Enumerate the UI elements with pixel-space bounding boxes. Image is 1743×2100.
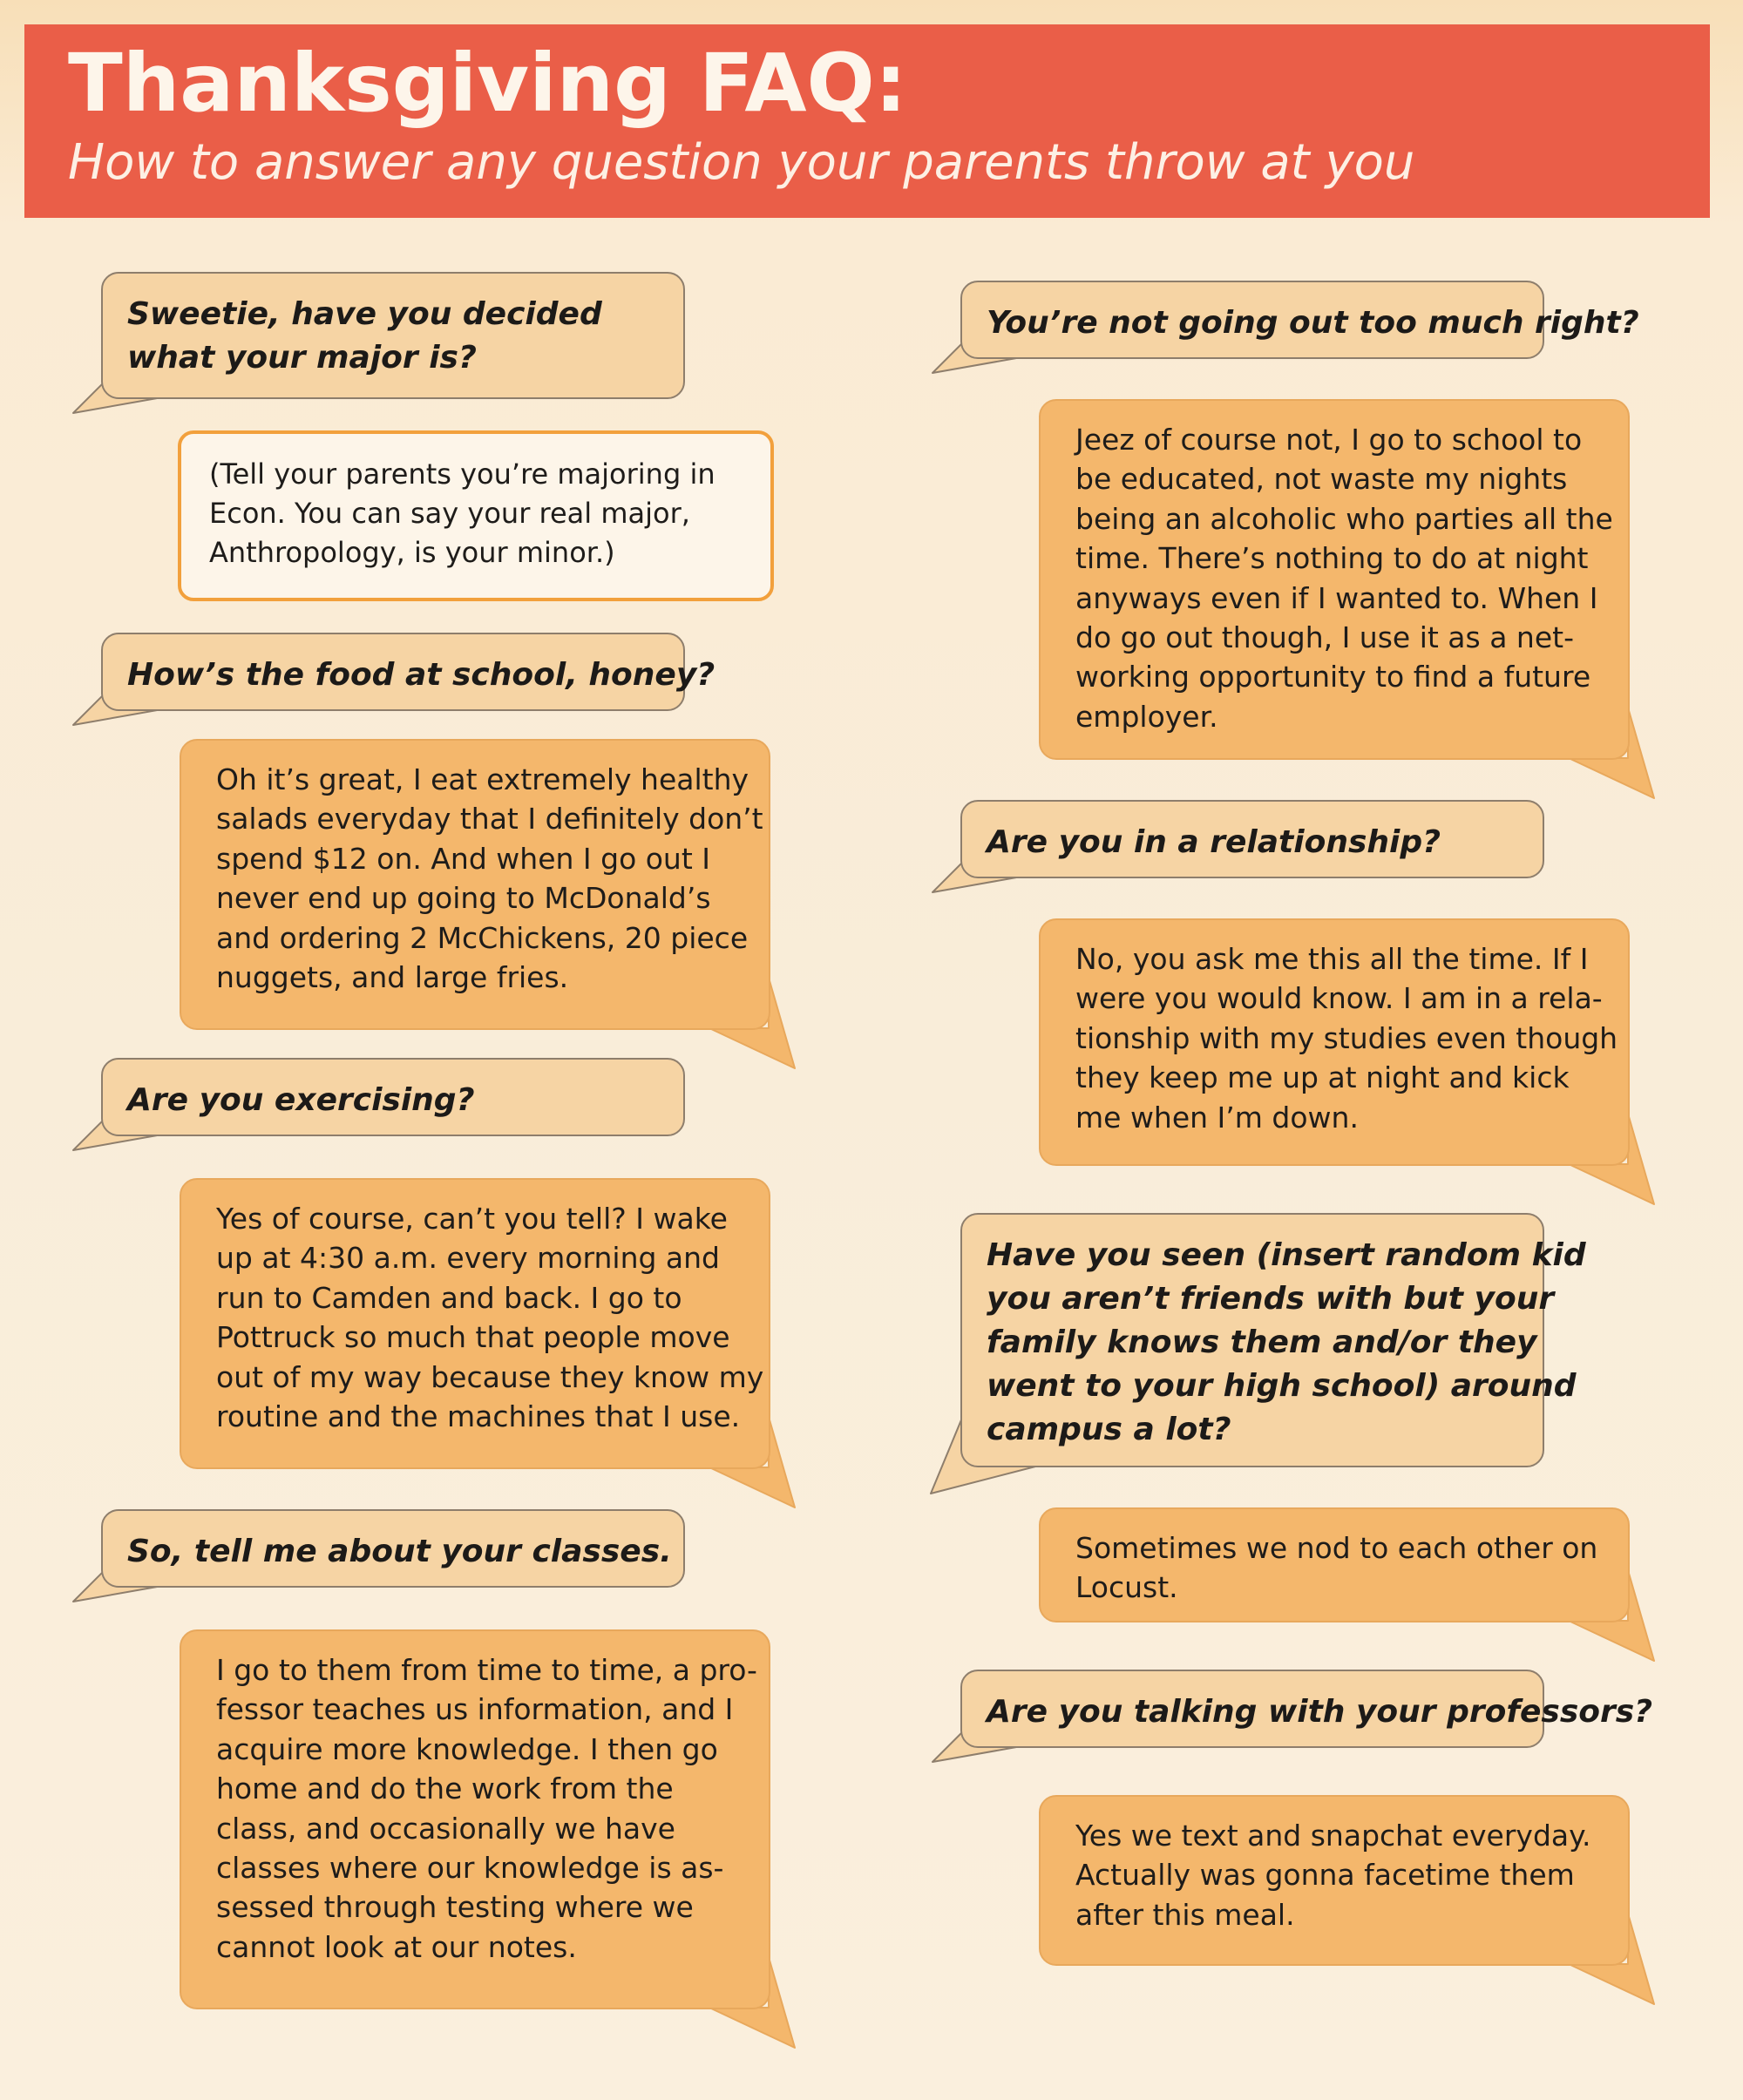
- text-line: spend $12 on. And when I go out I: [216, 841, 711, 876]
- answer-bubble-exercise: [180, 1178, 770, 1469]
- bubble-body: [101, 633, 716, 711]
- question-bubble-major: [101, 272, 685, 399]
- bubble-text: [209, 455, 741, 572]
- bubble-body: [1039, 918, 1630, 1166]
- text-line: being an alcoholic who parties all the: [1075, 501, 1613, 536]
- text-line: classes where our knowledge is as-: [216, 1851, 724, 1886]
- question-bubble-classes: [101, 1509, 685, 1588]
- text-line: How’s the food at school, honey?: [127, 657, 716, 693]
- text-line: Are you in a relationship?: [987, 824, 1441, 860]
- text-line: So, tell me about your classes.: [127, 1534, 672, 1569]
- bubble-body: [960, 281, 1639, 359]
- bubble-text: [987, 1690, 1653, 1734]
- header-banner: [24, 24, 1710, 218]
- page-title: Thanksgiving FAQ:: [68, 37, 907, 130]
- bubble-text: [127, 654, 716, 697]
- text-line: sessed through testing where we: [216, 1890, 694, 1925]
- text-line: after this meal.: [1075, 1897, 1295, 1932]
- text-line: up at 4:30 a.m. every morning and: [216, 1241, 720, 1276]
- text-line: salads everyday that I definitely don’t: [216, 802, 763, 837]
- bubble-text: [127, 1530, 672, 1574]
- text-line: routine and the machines that I use.: [216, 1399, 741, 1434]
- answer-bubble-going-out: [1039, 399, 1630, 760]
- text-line: No, you ask me this all the time. If I: [1075, 942, 1589, 976]
- text-line: employer.: [1075, 699, 1218, 734]
- bubble-text: [127, 1079, 659, 1122]
- text-line: (Tell your parents you’re majoring in: [209, 457, 716, 491]
- bubble-text: [127, 293, 659, 380]
- question-bubble-relationship: [960, 800, 1544, 878]
- text-line: cannot look at our notes.: [216, 1929, 577, 1964]
- text-line: I go to them from time to time, a pro-: [216, 1653, 757, 1687]
- text-line: Sweetie, have you decided: [127, 296, 602, 332]
- text-line: be educated, not waste my nights: [1075, 462, 1568, 497]
- text-line: fessor teaches us information, and I: [216, 1692, 734, 1727]
- text-line: home and do the work from the: [216, 1771, 674, 1806]
- bubble-text: [1075, 939, 1618, 1137]
- page-subtitle: How to answer any question your parents throw at you: [68, 134, 1415, 191]
- answer-bubble-relationship: [1039, 918, 1630, 1166]
- bubble-body: [1039, 399, 1630, 760]
- question-bubble-exercise: [101, 1058, 685, 1136]
- bubble-body: [178, 430, 774, 601]
- bubble-text: [987, 301, 1639, 345]
- answer-bubble-classes: [180, 1629, 770, 2009]
- text-line: Pottruck so much that people move: [216, 1320, 730, 1355]
- text-line: time. There’s nothing to do at night: [1075, 541, 1589, 576]
- bubble-text: [216, 760, 763, 997]
- answer-bubble-random-kid: [1039, 1507, 1630, 1622]
- bubble-text: [1075, 1528, 1598, 1608]
- text-line: anyways even if I wanted to. When I: [1075, 580, 1598, 615]
- text-line: Oh it’s great, I eat extremely healthy: [216, 762, 749, 796]
- text-line: Yes of course, can’t you tell? I wake: [216, 1202, 728, 1236]
- bubble-body: [960, 800, 1544, 878]
- question-bubble-professors: [960, 1670, 1653, 1748]
- text-line: Jeez of course not, I go to school to: [1075, 423, 1583, 457]
- bubble-text: [987, 821, 1518, 864]
- bubble-text: [216, 1650, 757, 1967]
- text-line: they keep me up at night and kick: [1075, 1060, 1570, 1095]
- text-line: campus a lot?: [987, 1412, 1231, 1447]
- text-line: Are you talking with your professors?: [987, 1694, 1653, 1730]
- text-line: Anthropology, is your minor.): [209, 536, 615, 569]
- question-bubble-food: [101, 633, 716, 711]
- text-line: family knows them and/or they: [987, 1324, 1537, 1360]
- text-line: you aren’t friends with but your: [987, 1281, 1555, 1317]
- text-line: nuggets, and large fries.: [216, 960, 569, 995]
- text-line: run to Camden and back. I go to: [216, 1280, 682, 1315]
- bubble-body: [101, 272, 685, 399]
- text-line: me when I’m down.: [1075, 1100, 1359, 1135]
- text-line: You’re not going out too much right?: [987, 305, 1639, 341]
- bubble-body: [180, 1629, 770, 2009]
- text-line: Have you seen (insert random kid: [987, 1237, 1586, 1273]
- text-line: Locust.: [1075, 1570, 1178, 1605]
- bubble-body: [960, 1213, 1586, 1467]
- question-bubble-random-kid: [960, 1213, 1586, 1467]
- bubble-body: [1039, 1507, 1630, 1622]
- bubble-text: [216, 1199, 764, 1436]
- text-line: Econ. You can say your real major,: [209, 497, 690, 530]
- text-line: out of my way because they know my: [216, 1359, 764, 1394]
- bubble-body: [101, 1509, 685, 1588]
- text-line: Sometimes we nod to each other on: [1075, 1531, 1598, 1565]
- text-line: Actually was gonna facetime them: [1075, 1858, 1575, 1893]
- bubble-body: [960, 1670, 1653, 1748]
- bubble-text: [1075, 1816, 1593, 1934]
- text-line: went to your high school) around: [987, 1368, 1577, 1404]
- bubble-body: [180, 739, 770, 1030]
- answer-bubble-food: [180, 739, 770, 1030]
- text-line: acquire more knowledge. I then go: [216, 1731, 718, 1766]
- text-line: and ordering 2 McChickens, 20 piece: [216, 920, 749, 955]
- answer-bubble-professors: [1039, 1795, 1630, 1966]
- text-line: do go out though, I use it as a net-: [1075, 620, 1574, 655]
- text-line: Yes we text and snapchat everyday.: [1075, 1819, 1591, 1853]
- note-bubble-major: [178, 430, 774, 601]
- text-line: what your major is?: [127, 340, 477, 376]
- text-line: tionship with my studies even though: [1075, 1020, 1618, 1055]
- text-line: class, and occasionally we have: [216, 1811, 675, 1846]
- text-line: were you would know. I am in a rela-: [1075, 981, 1603, 1016]
- bubble-text: [987, 1234, 1586, 1452]
- text-line: Are you exercising?: [127, 1082, 475, 1118]
- text-line: working opportunity to find a future: [1075, 660, 1591, 694]
- bubble-body: [1039, 1795, 1630, 1966]
- bubble-text: [1075, 420, 1613, 736]
- question-bubble-going-out: [960, 281, 1639, 359]
- bubble-body: [101, 1058, 685, 1136]
- bubble-body: [180, 1178, 770, 1469]
- text-line: never end up going to McDonald’s: [216, 881, 711, 916]
